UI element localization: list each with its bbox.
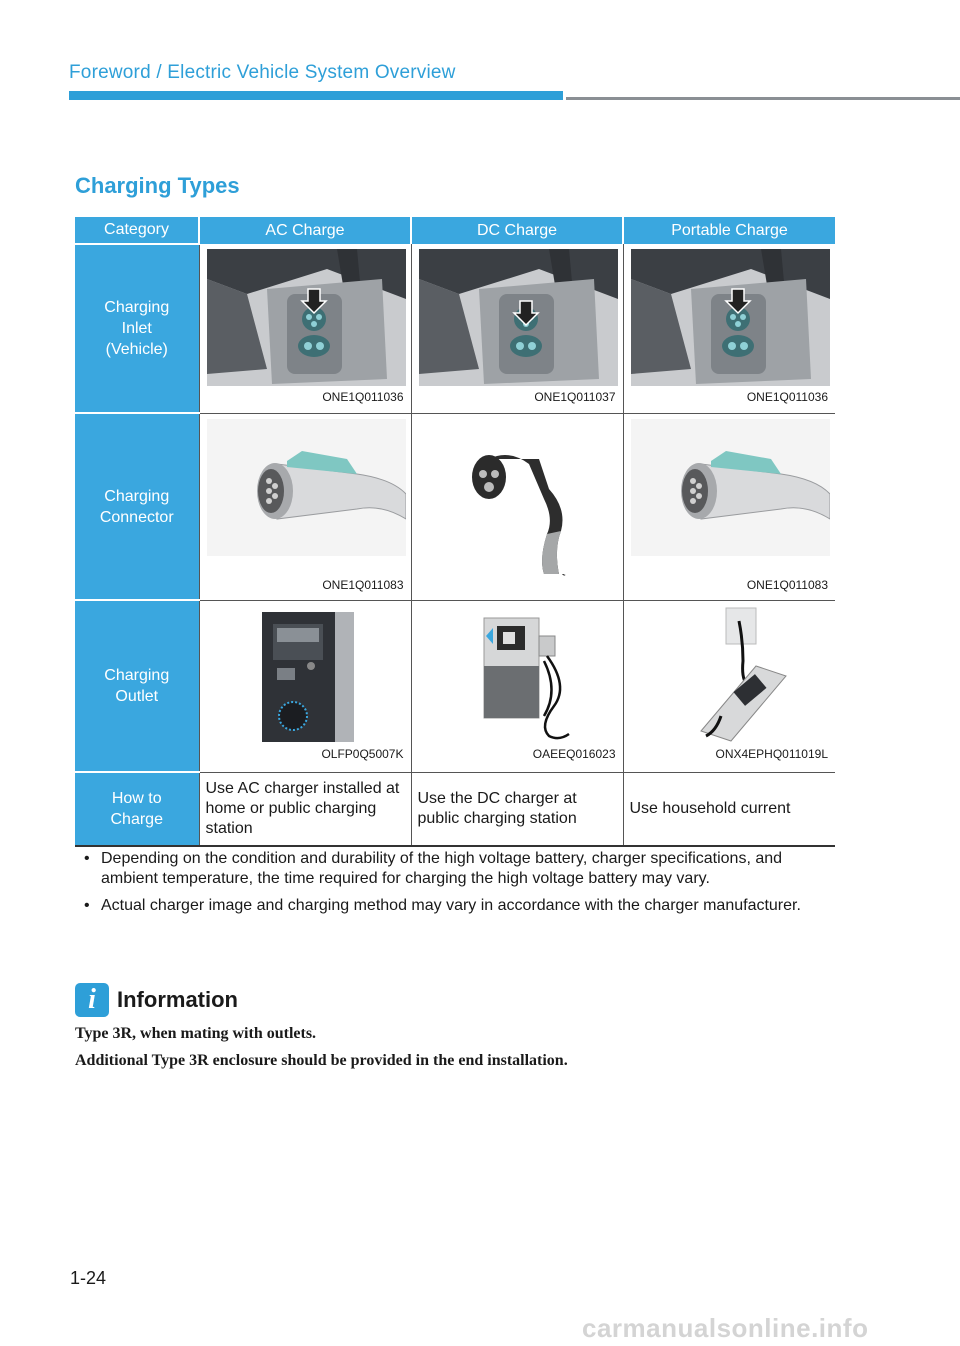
table-cell xyxy=(411,413,623,600)
table-cell xyxy=(623,413,835,600)
image-code: ONE1Q011036 xyxy=(322,390,404,404)
table-cell: Use household current xyxy=(623,772,835,846)
row-header-charging-inlet xyxy=(75,244,199,413)
header-title: Foreword / Electric Vehicle System Overview xyxy=(69,62,456,83)
table-cell: Use the DC charger at public charging station xyxy=(411,772,623,846)
watermark: carmanualsonline.info xyxy=(582,1313,869,1343)
column-header: Portable Charge xyxy=(623,217,835,244)
info-icon: i xyxy=(75,983,109,1017)
image-code: OLFP0Q5007K xyxy=(321,746,404,761)
row-header-label: Charging Inlet (Vehicle) xyxy=(104,299,170,358)
charging-outlet-image xyxy=(419,606,618,743)
table-cell xyxy=(623,600,835,772)
information-heading xyxy=(75,983,238,1017)
page-number: 1-24 xyxy=(70,1268,107,1288)
charging-outlet-image xyxy=(207,606,406,743)
table-row xyxy=(75,772,835,846)
header-rule xyxy=(566,97,960,100)
row-header-label: Charging Outlet xyxy=(104,667,170,705)
charging-connector-image xyxy=(631,419,830,556)
charging-inlet-image xyxy=(419,249,618,386)
information-line: Additional Type 3R enclosure should be provided in the end installation. xyxy=(75,1052,568,1069)
charging-connector-image xyxy=(419,419,618,574)
image-code: ONE1Q011083 xyxy=(322,577,404,592)
charging-inlet-image xyxy=(631,249,830,386)
image-code: ONX4EPHQ011019L xyxy=(715,746,828,761)
table-cell xyxy=(199,600,411,772)
row-header-charging-connector xyxy=(75,413,199,600)
row-header-how-to-charge xyxy=(75,772,199,846)
table-cell: Use AC charger installed at home or public charging station xyxy=(199,772,411,846)
information-line: Type 3R, when mating with outlets. xyxy=(75,1025,317,1042)
table-cell xyxy=(623,244,835,413)
list-item: • Depending on the condition and durability of the high voltage battery, charger specifications, and ambient temperature, the time required for charging the high voltage battery may vary. xyxy=(84,849,824,889)
charging-types-table xyxy=(75,217,835,847)
charging-inlet-image xyxy=(207,249,406,386)
image-code: ONE1Q011083 xyxy=(746,577,828,592)
row-header-charging-outlet xyxy=(75,600,199,772)
table-row xyxy=(75,600,835,772)
column-header: AC Charge xyxy=(199,217,411,244)
charging-outlet-image xyxy=(631,606,830,743)
notes-list xyxy=(84,849,824,923)
row-header-label: How to Charge xyxy=(110,790,163,828)
table-row xyxy=(75,413,835,600)
table-cell xyxy=(411,244,623,413)
charging-connector-image xyxy=(207,419,406,556)
section-title: Charging Types xyxy=(75,173,240,198)
header-accent-bar xyxy=(69,91,563,100)
table-header-row xyxy=(75,217,835,244)
image-code: ONE1Q011036 xyxy=(746,390,828,404)
list-item: • Actual charger image and charging method may vary in accordance with the charger manufacturer. xyxy=(84,896,824,916)
table-cell xyxy=(411,600,623,772)
information-label: Information xyxy=(117,987,238,1012)
column-header: DC Charge xyxy=(411,217,623,244)
image-code: OAEEQ016023 xyxy=(532,746,616,761)
row-header-label: Charging Connector xyxy=(99,487,174,526)
image-code: ONE1Q011037 xyxy=(534,390,616,404)
table-row xyxy=(75,244,835,413)
table-cell xyxy=(199,244,411,413)
table-cell xyxy=(199,413,411,600)
column-header: Category xyxy=(75,217,199,244)
